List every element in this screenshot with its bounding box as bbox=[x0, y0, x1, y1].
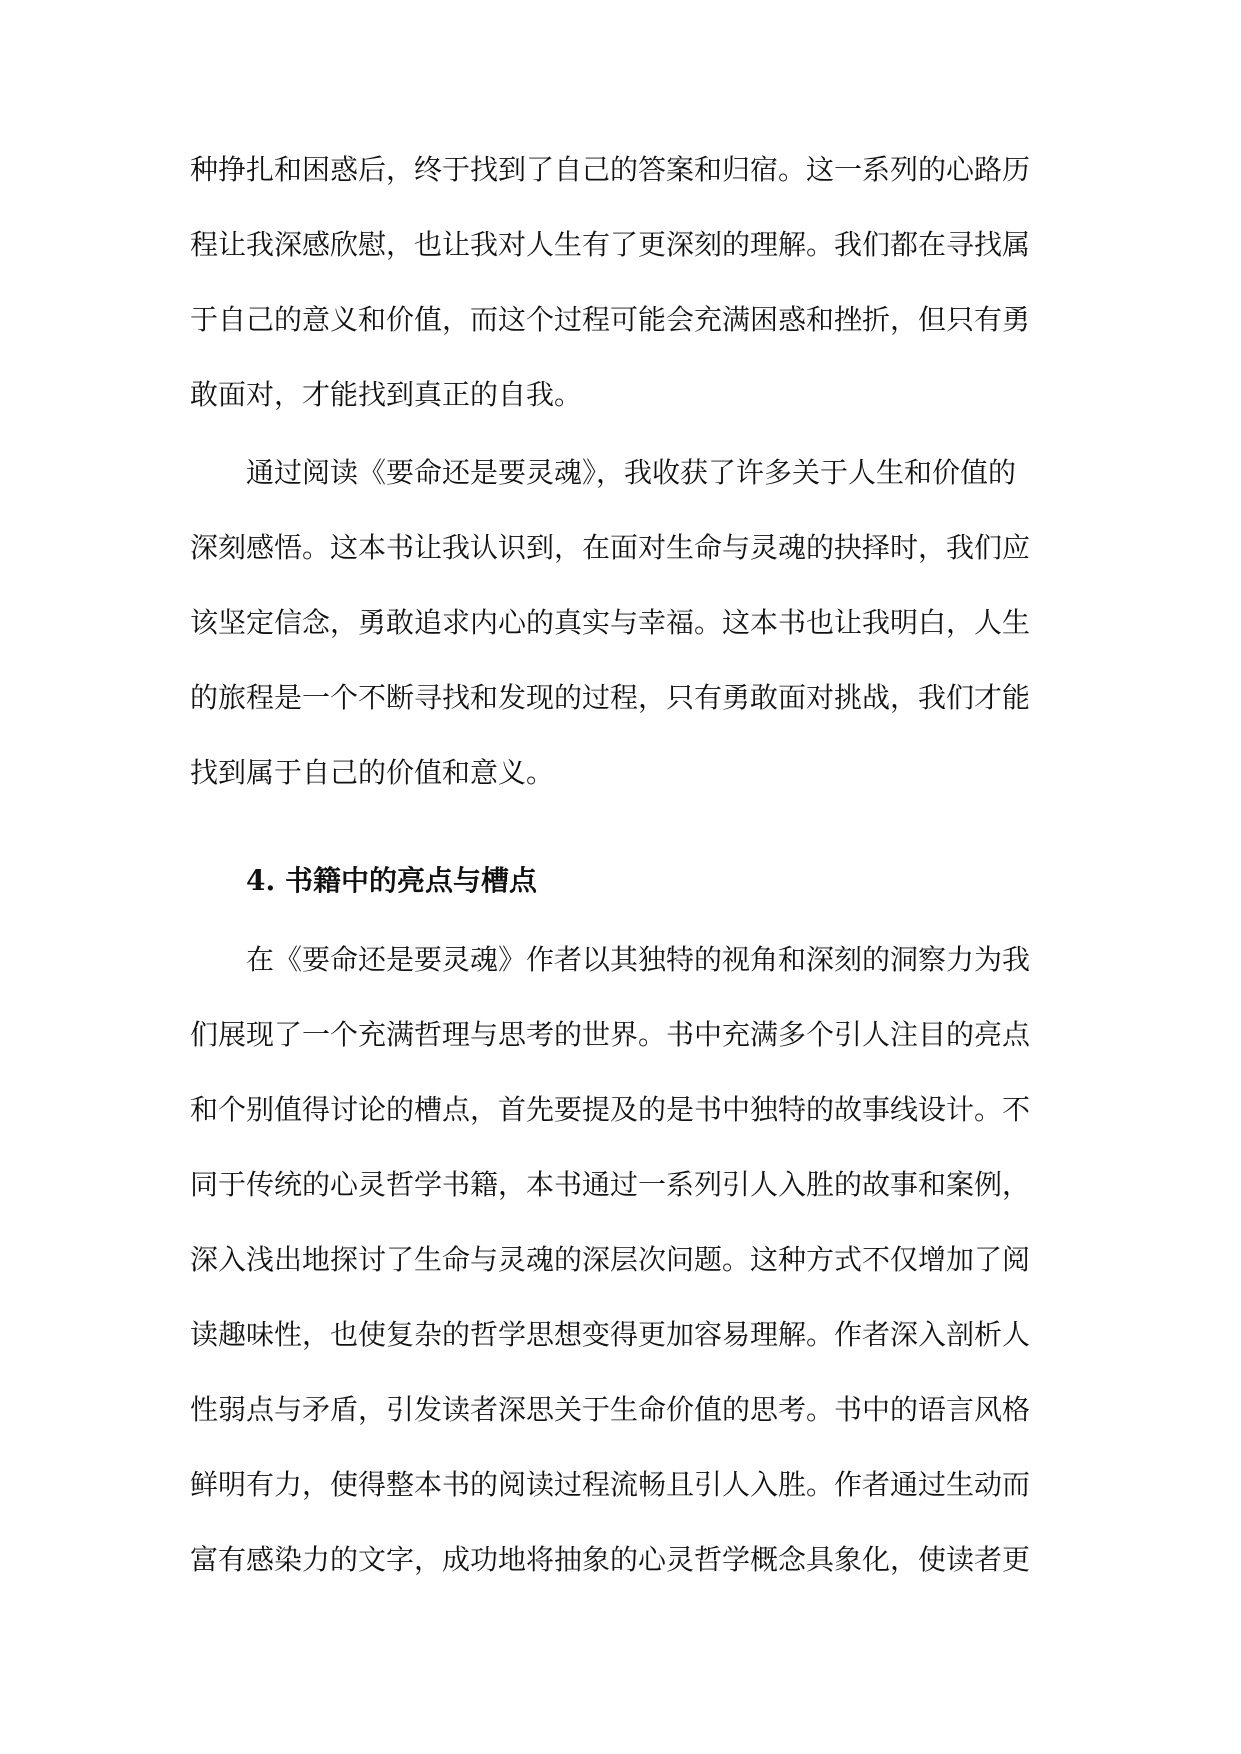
paragraph-3-line-4: 同于传统的心灵哲学书籍，本书通过一系列引人入胜的故事和案例， bbox=[190, 1168, 1031, 1201]
paragraph-2-line-1: 通过阅读《要命还是要灵魂》，我收获了许多关于人生和价值的 bbox=[246, 456, 1017, 489]
paragraph-2-line-5: 找到属于自己的价值和意义。 bbox=[190, 756, 555, 789]
paragraph-2-line-4: 的旅程是一个不断寻找和发现的过程，只有勇敢面对挑战，我们才能 bbox=[190, 681, 1031, 714]
paragraph-3-line-8: 鲜明有力，使得整本书的阅读过程流畅且引人入胜。作者通过生动而 bbox=[190, 1468, 1031, 1501]
paragraph-3-line-7: 性弱点与矛盾，引发读者深思关于生命价值的思考。书中的语言风格 bbox=[190, 1393, 1031, 1426]
paragraph-1-line-4: 敢面对，才能找到真正的自我。 bbox=[190, 378, 583, 411]
paragraph-3-line-3: 和个别值得讨论的槽点，首先要提及的是书中独特的故事线设计。不 bbox=[190, 1093, 1031, 1126]
paragraph-1-line-2: 程让我深感欣慰，也让我对人生有了更深刻的理解。我们都在寻找属 bbox=[190, 228, 1031, 261]
paragraph-3-line-6: 读趣味性，也使复杂的哲学思想变得更加容易理解。作者深入剖析人 bbox=[190, 1318, 1031, 1351]
paragraph-3-line-5: 深入浅出地探讨了生命与灵魂的深层次问题。这种方式不仅增加了阅 bbox=[190, 1243, 1031, 1276]
paragraph-2-line-3: 该坚定信念，勇敢追求内心的真实与幸福。这本书也让我明白，人生 bbox=[190, 606, 1031, 639]
paragraph-3-line-1: 在《要命还是要灵魂》作者以其独特的视角和深刻的洞察力为我 bbox=[246, 943, 1031, 976]
paragraph-3-line-2: 们展现了一个充满哲理与思考的世界。书中充满多个引人注目的亮点 bbox=[190, 1018, 1031, 1051]
paragraph-1-line-1: 种挣扎和困惑后，终于找到了自己的答案和归宿。这一系列的心路历 bbox=[190, 153, 1031, 186]
section-heading: 4. 书籍中的亮点与槽点 bbox=[246, 864, 537, 897]
paragraph-2-line-2: 深刻感悟。这本书让我认识到，在面对生命与灵魂的抉择时，我们应 bbox=[190, 531, 1031, 564]
paragraph-1-line-3: 于自己的意义和价值，而这个过程可能会充满困惑和挫折，但只有勇 bbox=[190, 303, 1031, 336]
paragraph-3-line-9: 富有感染力的文字，成功地将抽象的心灵哲学概念具象化，使读者更 bbox=[190, 1543, 1031, 1576]
